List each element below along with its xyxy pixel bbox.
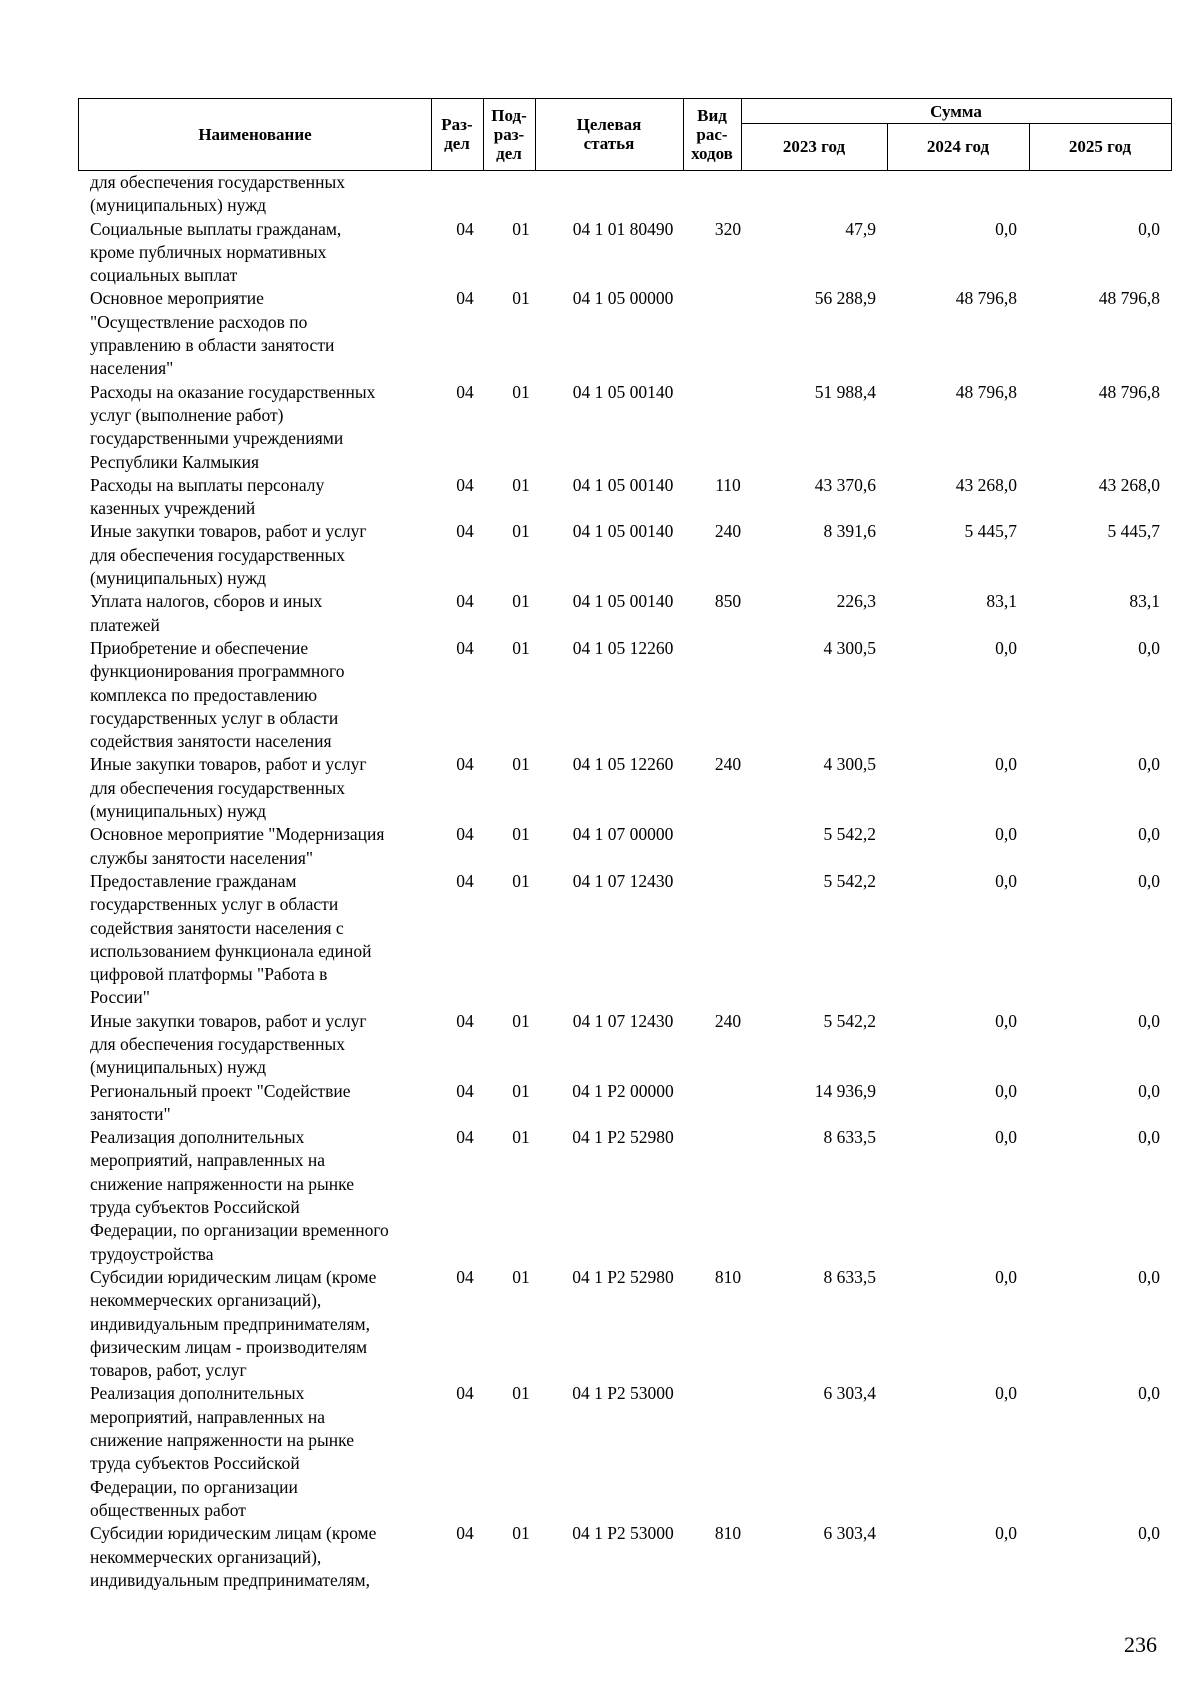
cell-razdel: 04 (456, 288, 474, 309)
cell-2025: 0,0 (1138, 1523, 1160, 1544)
cell-podrazdel: 01 (512, 474, 530, 495)
cell-celevaya: 04 1 07 12430 (572, 870, 674, 891)
cell-name: Реализация дополнительных мероприятий, направленных на снижение напряженности на рынке труда субъектов Российской Федерации, по организации общественных работ (90, 1383, 354, 1520)
cell-2024: 0,0 (995, 754, 1017, 775)
cell-razdel: 04 (456, 824, 474, 845)
table-row (78, 637, 1172, 753)
cell-2025: 43 268,0 (1098, 474, 1160, 495)
cell-2025: 0,0 (1138, 1266, 1160, 1287)
cell-podrazdel: 01 (512, 1266, 530, 1287)
table-row (78, 590, 1172, 637)
cell-2025: 0,0 (1138, 1127, 1160, 1148)
cell-podrazdel: 01 (512, 591, 530, 612)
cell-2023: 4 300,5 (823, 754, 876, 775)
cell-vid: 320 (714, 218, 742, 239)
cell-2023: 8 633,5 (823, 1127, 876, 1148)
cell-2025: 0,0 (1138, 637, 1160, 658)
cell-2023: 8 633,5 (823, 1266, 876, 1287)
cell-2023: 14 936,9 (814, 1080, 876, 1101)
cell-podrazdel: 01 (512, 870, 530, 891)
table-row (78, 381, 1172, 474)
cell-2025: 0,0 (1138, 824, 1160, 845)
cell-2023: 6 303,4 (823, 1523, 876, 1544)
cell-name: Расходы на выплаты персоналу казенных учреждений (90, 474, 325, 519)
cell-razdel: 04 (456, 1010, 474, 1031)
cell-2023: 8 391,6 (823, 521, 876, 542)
cell-celevaya: 04 1 05 00140 (572, 591, 674, 612)
header-podrazdel: Под- раз- дел (491, 105, 527, 163)
cell-2023: 4 300,5 (823, 637, 876, 658)
table-row (78, 1126, 1172, 1266)
cell-name: Региональный проект "Содействие занятости" (90, 1080, 351, 1124)
cell-celevaya: 04 1 05 12260 (572, 637, 674, 658)
table-row (78, 1010, 1172, 1080)
cell-2023: 6 303,4 (823, 1383, 876, 1404)
cell-2025: 0,0 (1138, 870, 1160, 891)
cell-2024: 0,0 (995, 218, 1017, 239)
header-summa: Сумма (930, 101, 982, 121)
cell-podrazdel: 01 (512, 637, 530, 658)
header-vid: Вид рас- ходов (691, 105, 733, 163)
cell-name: Иные закупки товаров, работ и услуг для обеспечения государственных (муниципальных) нужд (90, 1010, 367, 1078)
cell-razdel: 04 (456, 218, 474, 239)
cell-celevaya: 04 1 05 00140 (572, 521, 674, 542)
cell-2023: 47,9 (845, 218, 876, 239)
cell-name: Основное мероприятие "Осуществление расходов по управлению в области занятости населения" (90, 288, 335, 379)
cell-razdel: 04 (456, 1080, 474, 1101)
cell-celevaya: 04 1 07 00000 (572, 824, 674, 845)
cell-razdel: 04 (456, 1266, 474, 1287)
cell-2025: 83,1 (1129, 591, 1160, 612)
cell-podrazdel: 01 (512, 824, 530, 845)
cell-2024: 0,0 (995, 1080, 1017, 1101)
cell-2024: 0,0 (995, 1010, 1017, 1031)
cell-podrazdel: 01 (512, 218, 530, 239)
cell-celevaya: 04 1 05 00000 (572, 288, 674, 309)
cell-2024: 0,0 (995, 1127, 1017, 1148)
cell-2025: 0,0 (1138, 1080, 1160, 1101)
cell-2023: 5 542,2 (823, 824, 876, 845)
cell-2024: 0,0 (995, 870, 1017, 891)
cell-name: Приобретение и обеспечение функционирования программного комплекса по предоставлению государственных услуг в области содействия занятости населения (90, 637, 345, 752)
cell-podrazdel: 01 (512, 754, 530, 775)
cell-2025: 0,0 (1138, 218, 1160, 239)
cell-name: Предоставление гражданам государственных услуг в области содействия занятости населения с использованием функционала единой цифровой платформы "Работа в России" (90, 870, 372, 1008)
cell-2025: 0,0 (1138, 1383, 1160, 1404)
cell-name: Уплата налогов, сборов и иных платежей (90, 591, 323, 635)
cell-vid: 810 (714, 1266, 742, 1287)
cell-celevaya: 04 1 05 00140 (572, 474, 674, 495)
cell-razdel: 04 (456, 591, 474, 612)
cell-2023: 43 370,6 (814, 474, 876, 495)
header-year-2025: 2025 год (1068, 137, 1132, 156)
cell-podrazdel: 01 (512, 1080, 530, 1101)
cell-2024: 43 268,0 (955, 474, 1017, 495)
cell-name: для обеспечения государственных (муниципальных) нужд (90, 172, 345, 216)
cell-razdel: 04 (456, 381, 474, 402)
cell-podrazdel: 01 (512, 288, 530, 309)
table-row (78, 753, 1172, 823)
table-row (78, 474, 1172, 521)
cell-name: Социальные выплаты гражданам, кроме публичных нормативных социальных выплат (90, 218, 342, 286)
table-row (78, 1382, 1172, 1522)
cell-razdel: 04 (456, 1127, 474, 1148)
cell-razdel: 04 (456, 1383, 474, 1404)
cell-vid: 110 (715, 474, 741, 495)
cell-vid: 850 (714, 591, 742, 612)
cell-podrazdel: 01 (512, 1127, 530, 1148)
cell-podrazdel: 01 (512, 1010, 530, 1031)
cell-razdel: 04 (456, 870, 474, 891)
cell-razdel: 04 (456, 474, 474, 495)
table-row (78, 1080, 1172, 1127)
cell-razdel: 04 (456, 1523, 474, 1544)
cell-name: Иные закупки товаров, работ и услуг для обеспечения государственных (муниципальных) нужд (90, 754, 367, 822)
cell-2023: 226,3 (836, 591, 876, 612)
cell-2024: 0,0 (995, 1266, 1017, 1287)
cell-2025: 48 796,8 (1098, 288, 1160, 309)
cell-celevaya: 04 1 P2 53000 (572, 1523, 674, 1544)
cell-2023: 56 288,9 (814, 288, 876, 309)
cell-podrazdel: 01 (512, 521, 530, 542)
cell-2024: 0,0 (995, 1523, 1017, 1544)
table-body (78, 171, 1172, 1592)
cell-celevaya: 04 1 P2 00000 (572, 1080, 674, 1101)
table-row (78, 870, 1172, 1010)
cell-2023: 5 542,2 (823, 870, 876, 891)
cell-name: Расходы на оказание государственных услуг (выполнение работ) государственными учреждениями Республики Калмыкия (90, 381, 376, 472)
cell-2024: 0,0 (995, 637, 1017, 658)
cell-celevaya: 04 1 P2 52980 (572, 1127, 674, 1148)
cell-celevaya: 04 1 P2 52980 (572, 1266, 674, 1287)
cell-celevaya: 04 1 01 80490 (572, 218, 674, 239)
table-row (78, 520, 1172, 590)
table-row (78, 171, 1172, 218)
header-year-2023: 2023 год (782, 137, 846, 156)
cell-2024: 0,0 (995, 1383, 1017, 1404)
cell-razdel: 04 (456, 521, 474, 542)
cell-2024: 83,1 (986, 591, 1017, 612)
table-row (78, 287, 1172, 380)
header-name: Наименование (198, 124, 312, 144)
table-row (78, 218, 1172, 288)
cell-name: Основное мероприятие "Модернизация службы занятости населения" (90, 824, 385, 868)
cell-2025: 0,0 (1138, 1010, 1160, 1031)
cell-2024: 5 445,7 (964, 521, 1017, 542)
cell-razdel: 04 (456, 754, 474, 775)
cell-2025: 48 796,8 (1098, 381, 1160, 402)
table-header (78, 98, 1172, 171)
cell-celevaya: 04 1 05 12260 (572, 754, 674, 775)
cell-vid: 240 (714, 1010, 742, 1031)
cell-name: Субсидии юридическим лицам (кроме некоммерческих организаций), индивидуальным предпринимателям, физическим лицам - производителям товаров, работ, услуг (90, 1266, 377, 1381)
cell-name: Субсидии юридическим лицам (кроме некоммерческих организаций), индивидуальным предпринимателям, (90, 1523, 377, 1590)
cell-celevaya: 04 1 05 00140 (572, 381, 674, 402)
cell-name: Реализация дополнительных мероприятий, направленных на снижение напряженности на рынке труда субъектов Российской Федерации, по организации временного трудоустройства (90, 1127, 389, 1264)
cell-celevaya: 04 1 07 12430 (572, 1010, 674, 1031)
cell-2025: 5 445,7 (1107, 521, 1160, 542)
header-year-2024: 2024 год (926, 137, 990, 156)
cell-2025: 0,0 (1138, 754, 1160, 775)
header-celevaya: Целевая статья (576, 115, 642, 153)
cell-celevaya: 04 1 P2 53000 (572, 1383, 674, 1404)
table-row (78, 1522, 1172, 1592)
cell-name: Иные закупки товаров, работ и услуг для обеспечения государственных (муниципальных) нужд (90, 521, 367, 589)
table-row (78, 1266, 1172, 1382)
table-row (78, 823, 1172, 870)
header-razdel: Раз- дел (441, 115, 473, 153)
cell-podrazdel: 01 (512, 381, 530, 402)
cell-podrazdel: 01 (512, 1383, 530, 1404)
cell-razdel: 04 (456, 637, 474, 658)
cell-vid: 810 (714, 1523, 742, 1544)
cell-vid: 240 (714, 521, 742, 542)
cell-2023: 5 542,2 (823, 1010, 876, 1031)
cell-podrazdel: 01 (512, 1523, 530, 1544)
page-number: 236 (1124, 1632, 1157, 1657)
cell-2024: 0,0 (995, 824, 1017, 845)
cell-2024: 48 796,8 (955, 381, 1017, 402)
cell-vid: 240 (714, 754, 742, 775)
cell-2023: 51 988,4 (814, 381, 876, 402)
cell-2024: 48 796,8 (955, 288, 1017, 309)
